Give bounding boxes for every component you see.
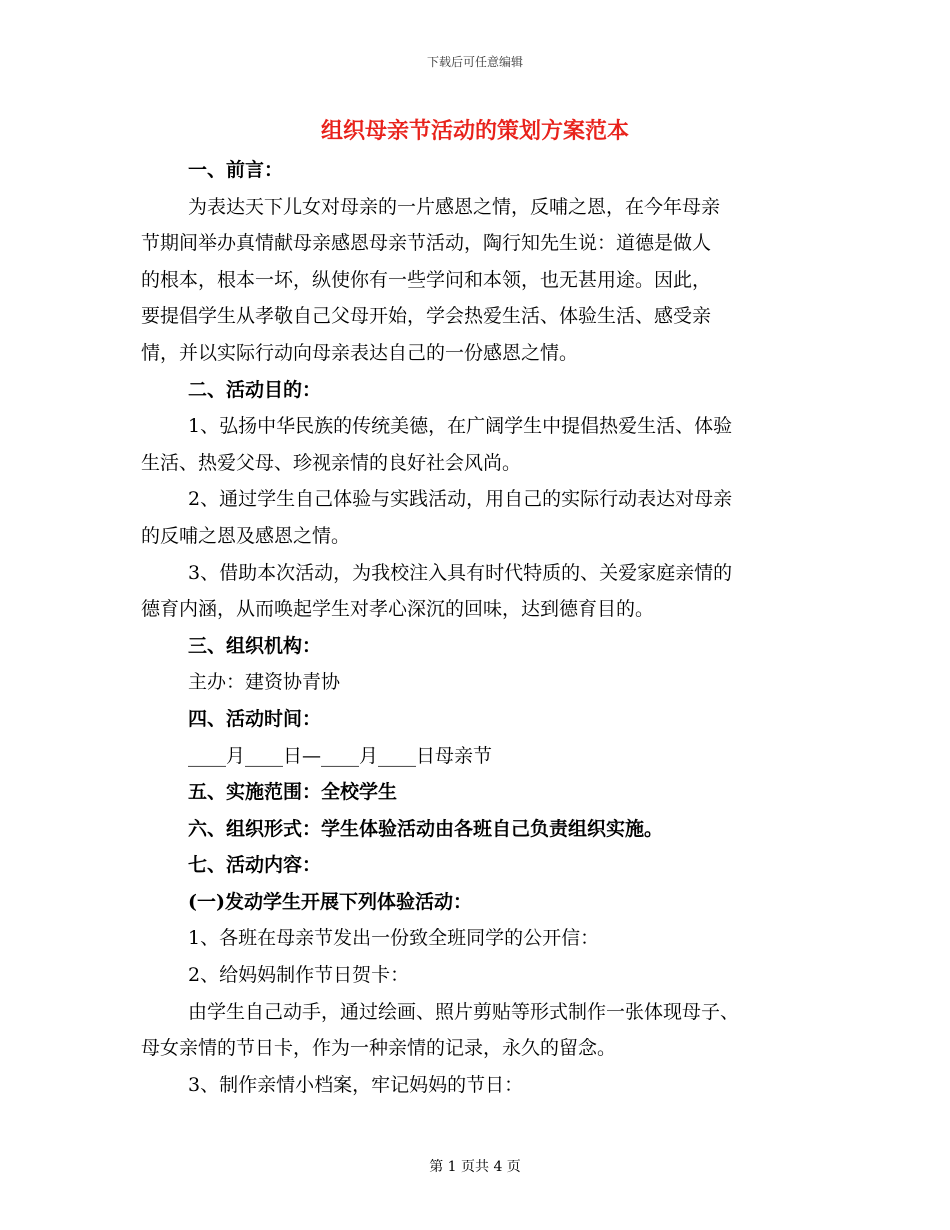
section-heading: 三、组织机构： <box>188 634 322 657</box>
paragraph-line: 母女亲情的节日卡，作为一种亲情的记录，永久的留念。 <box>141 1037 617 1060</box>
document-body <box>141 152 811 1103</box>
paragraph-line: 的根本，根本一坏，纵使你有一些学问和本领，也无甚用途。因此， <box>141 268 712 291</box>
paragraph-line: 要提倡学生从孝敬自己父母开始，学会热爱生活、体验生活、感受亲 <box>141 305 712 328</box>
paragraph-line: 主办：建资协青协 <box>188 671 341 694</box>
paragraph-line: 为表达天下儿女对母亲的一片感恩之情，反哺之恩，在今年母亲 <box>188 195 721 218</box>
paragraph-line: ____月____日—____月____日母亲节 <box>188 744 493 767</box>
section-heading: 四、活动时间： <box>188 707 322 730</box>
paragraph-line: 情，并以实际行动向母亲表达自己的一份感恩之情。 <box>141 341 579 364</box>
section-heading: 七、活动内容： <box>188 854 322 877</box>
paragraph-line: 2、通过学生自己体验与实践活动，用自己的实际行动表达对母亲 <box>188 488 733 511</box>
paragraph-line: 3、借助本次活动，为我校注入具有时代特质的、关爱家庭亲情的 <box>188 561 733 584</box>
section-heading: 二、活动目的： <box>188 378 322 401</box>
paragraph-line: 1、各班在母亲节发出一份致全班同学的公开信： <box>188 927 600 950</box>
document-title: 组织母亲节活动的策划方案范本 <box>320 118 629 144</box>
paragraph-line: 2、给妈妈制作节日贺卡： <box>188 964 410 987</box>
paragraph-line: 3、制作亲情小档案，牢记妈妈的节日： <box>188 1073 524 1096</box>
page-footer: 第 1 页共 4 页 <box>429 1159 521 1175</box>
paragraph-line: 1、弘扬中华民族的传统美德，在广阔学生中提倡热爱生活、体验 <box>188 415 733 438</box>
paragraph-line: 节期间举办真情献母亲感恩母亲节活动，陶行知先生说：道德是做人 <box>141 232 712 255</box>
paragraph-line: 德育内涵，从而唤起学生对孝心深沉的回味，达到德育目的。 <box>141 598 655 621</box>
paragraph-line: 的反哺之恩及感恩之情。 <box>141 524 351 547</box>
section-heading: 六、组织形式：学生体验活动由各班自己负责组织实施。 <box>188 817 664 840</box>
subsection-heading: (一)发动学生开展下列体验活动： <box>188 890 472 913</box>
section-heading: 一、前言： <box>188 159 284 181</box>
section-heading: 五、实施范围：全校学生 <box>188 781 398 804</box>
paragraph-line: 由学生自己动手，通过绘画、照片剪贴等形式制作一张体现母子、 <box>188 1000 740 1023</box>
page-header: 下载后可任意编辑 <box>426 55 523 69</box>
paragraph-line: 生活、热爱父母、珍视亲情的良好社会风尚。 <box>141 451 522 474</box>
